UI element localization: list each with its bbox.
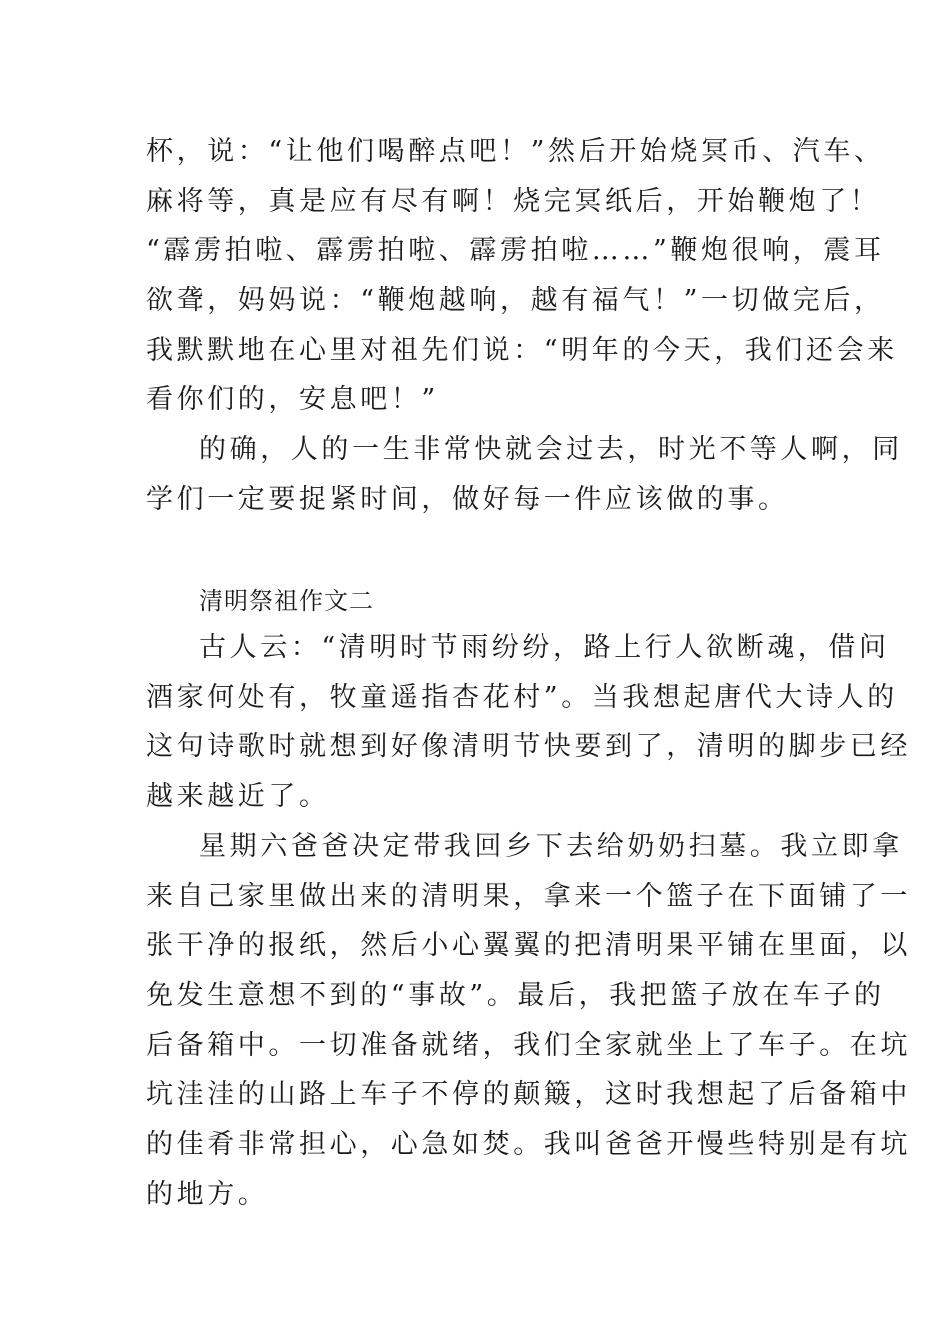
paragraph-line: 越来越近了。: [146, 781, 330, 812]
paragraph-line: 坑洼洼的山路上车子不停的颠簸，这时我想起了后备箱中: [146, 1079, 911, 1110]
paragraph-line: 星期六爸爸决定带我回乡下去给奶奶扫墓。我立即拿: [199, 831, 903, 862]
section-title: 清明祭祖作文二: [199, 587, 374, 615]
paragraph-line: 的佳肴非常担心，心急如焚。我叫爸爸开慢些特别是有坑: [146, 1129, 911, 1160]
paragraph-line: 这句诗歌时就想到好像清明节快要到了，清明的脚步已经: [146, 731, 911, 762]
paragraph-line: 我默默地在心里对祖先们说：“明年的今天，我们还会来: [146, 335, 898, 366]
paragraph-line: 来自己家里做出来的清明果，拿来一个篮子在下面铺了一: [146, 881, 911, 912]
paragraph-line: “霹雳拍啦、霹雳拍啦、霹雳拍啦……”鞭炮很响，震耳: [146, 235, 885, 266]
paragraph-line: 麻将等，真是应有尽有啊！烧完冥纸后，开始鞭炮了！: [146, 186, 881, 217]
paragraph-line: 张干净的报纸，然后小心翼翼的把清明果平铺在里面，以: [146, 930, 911, 961]
paragraph-line: 杯，说：“让他们喝醉点吧！”然后开始烧冥币、汽车、: [146, 136, 885, 167]
paragraph-line: 的地方。: [146, 1179, 269, 1210]
paragraph-line: 学们一定要捉紧时间，做好每一件应该做的事。: [146, 484, 789, 515]
paragraph-line: 看你们的，安息吧！”: [146, 384, 439, 415]
paragraph-line: 古人云：“清明时节雨纷纷，路上行人欲断魂，借问: [199, 632, 890, 663]
paragraph-line: 欲聋，妈妈说：“鞭炮越响，越有福气！”一切做完后，: [146, 285, 885, 316]
paragraph-line: 免发生意想不到的“事故”。最后，我把篮子放在车子的: [146, 980, 885, 1011]
paragraph-line: 后备箱中。一切准备就绪，我们全家就坐上了车子。在坑: [146, 1030, 911, 1061]
paragraph-line: 酒家何处有，牧童遥指杏花村”。当我想起唐代大诗人的: [146, 682, 898, 713]
paragraph-line: 的确，人的一生非常快就会过去，时光不等人啊，同: [199, 434, 903, 465]
